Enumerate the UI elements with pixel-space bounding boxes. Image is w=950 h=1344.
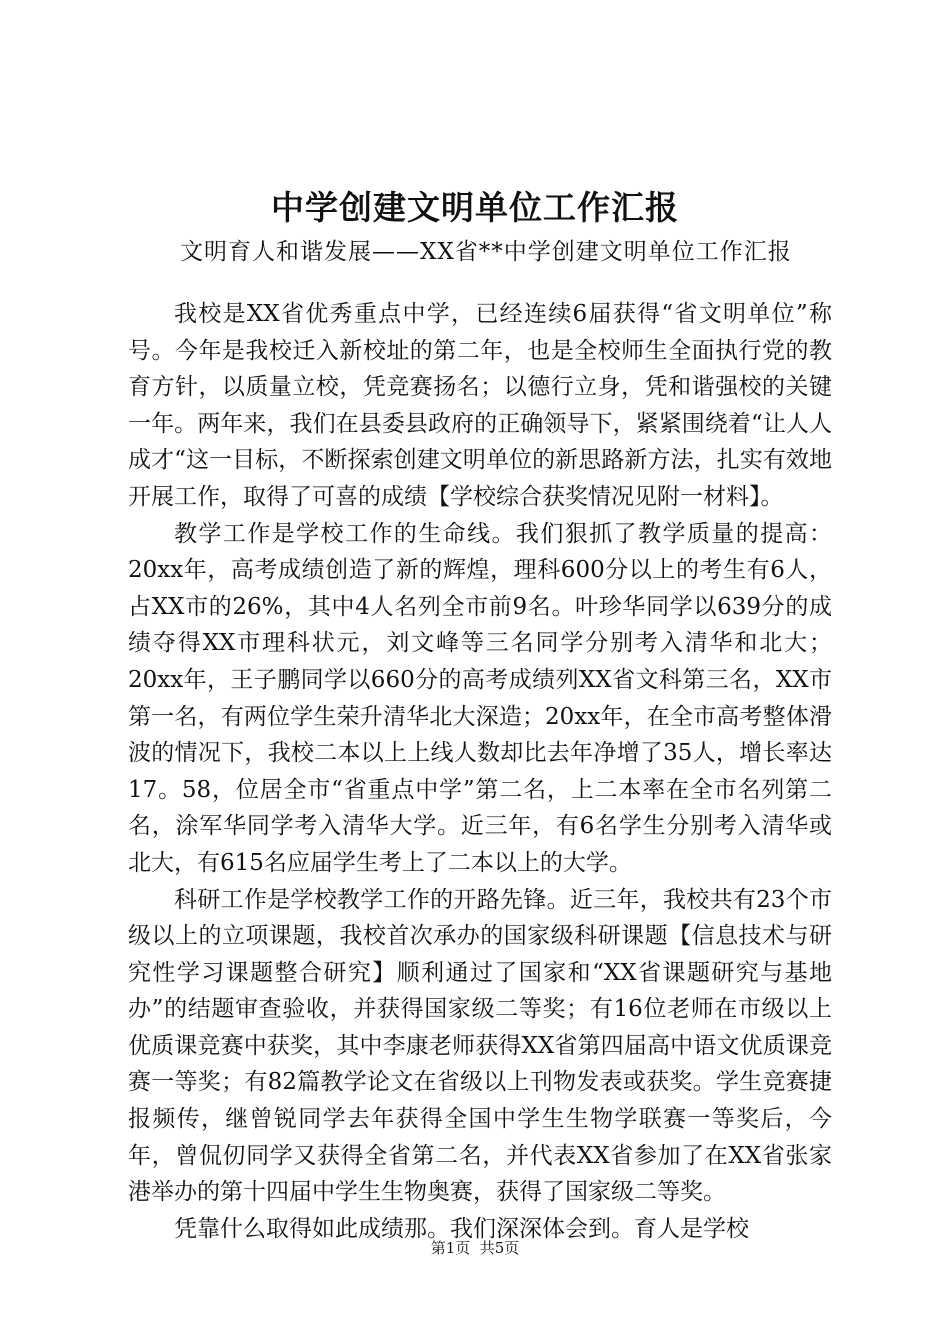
body-paragraph: 科研工作是学校教学工作的开路先锋。近三年，我校共有23个市级以上的立项课题，我校首次承办的国家级科研课题【信息技术与研究性学习课题整合研究】顺利通过了国家和“XX省课题研究与基地办”的结题审查验收，并获得国家级二等奖；有16位老师在市级以上优质课竞赛中获奖，其中李康老师获得XX省第四届高中语文优质课竞赛一等奖；有82篇教学论文在省级以上刊物发表或获奖。学生竞赛捷报频传，继曾锐同学去年获得全国中学生生物学联赛一等奖后，今年，曾侃仞同学又获得全省第二名，并代表XX省参加了在XX省张家港举办的第十四届中学生生物奥赛，获得了国家级二等奖。 bbox=[128, 886, 832, 1206]
body-paragraph: 教学工作是学校工作的生命线。我们狠抓了教学质量的提高：20xx年，高考成绩创造了新的辉煌，理科600分以上的考生有6人，占XX市的26%，其中4人名列全市前9名。叶珍华同学以639分的成绩夺得XX市理科状元，刘文峰等三名同学分别考入清华和北大；20xx年，王子鹏同学以660分的高考成绩列XX省文科第三名，XX市第一名，有两位学生荣升清华北大深造；20xx年，在全市高考整体滑波的情况下，我校二本以上上线人数却比去年净增了35人，增长率达17。58，位居全市“省重点中学”第二名，上二本率在全市名列第二名，涂军华同学考入清华大学。近三年，有6名学生分别考入清华或北大，有615名应届学生考上了二本以上的大学。 bbox=[128, 520, 832, 876]
document-body bbox=[128, 296, 832, 1247]
body-paragraph: 凭靠什么取得如此成绩那。我们深深体会到。育人是学校 bbox=[174, 1215, 749, 1242]
body-paragraph: 我校是XX省优秀重点中学，已经连续6届获得“省文明单位”称号。今年是我校迁入新校址的第二年，也是全校师生全面执行党的教育方针，以质量立校，凭竞赛扬名；以德行立身，凭和谐强校的关键一年。两年来，我们在县委县政府的正确领导下，紧紧围绕着“让人人成才“这一目标，不断探索创建文明单位的新思路新方法，扎实有效地开展工作，取得了可喜的成绩【学校综合获奖情况见附一材料】。 bbox=[128, 301, 832, 510]
document-subtitle: 文明育人和谐发展——XX省**中学创建文明单位工作汇报 bbox=[180, 239, 792, 265]
document-title: 中学创建文明单位工作汇报 bbox=[271, 188, 679, 227]
page-number-footer: 第1页 共5页 bbox=[430, 1239, 520, 1257]
